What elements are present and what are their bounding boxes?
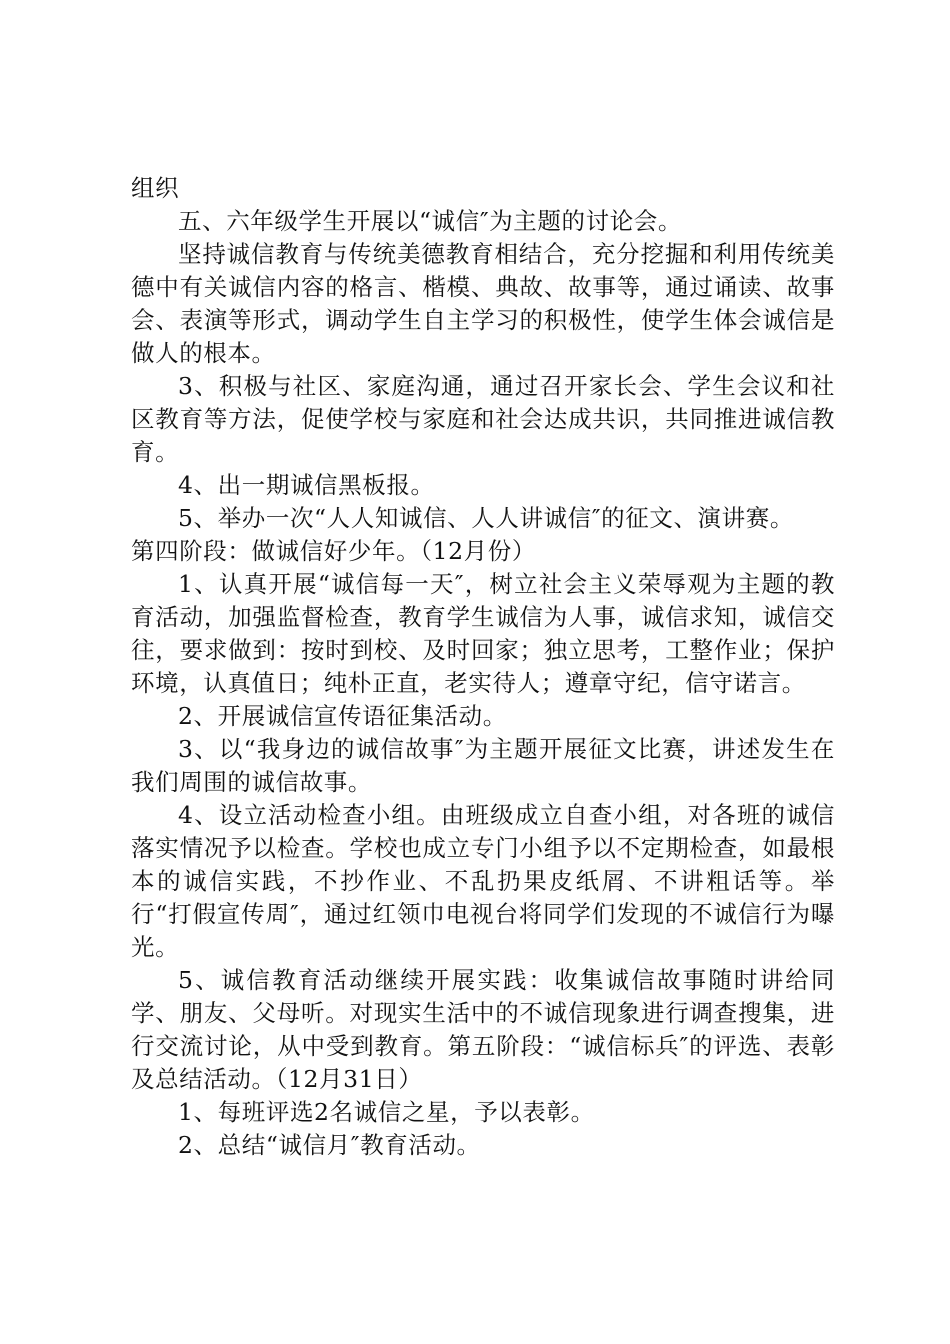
paragraph-11: 4、设立活动检查小组。由班级成立自查小组，对各班的诚信落实情况予以检查。学校也成立专门小组予以不定期检查，如最根本的诚信实践，不抄作业、不乱扔果皮纸屑、不讲粗话等。举行“打假宣传周″，通过红领巾电视台将同学们发现的不诚信行为曝光。 [131, 801, 835, 961]
paragraph-1: 组织 [131, 174, 180, 202]
section-heading-stage-4: 第四阶段：做诚信好少年。（12月份） [131, 537, 536, 565]
paragraph-6: 5、举办一次“人人知诚信、人人讲诚信″的征文、演讲赛。 [178, 504, 794, 532]
paragraph-13: 1、每班评选2名诚信之星，予以表彰。 [178, 1098, 595, 1126]
paragraph-4: 3、积极与社区、家庭沟通，通过召开家长会、学生会议和社区教育等方法，促使学校与家庭和社会达成共识，共同推进诚信教育。 [131, 372, 835, 466]
paragraph-14: 2、总结“诚信月″教育活动。 [178, 1131, 481, 1159]
paragraph-2: 五、六年级学生开展以“诚信″为主题的讨论会。 [178, 207, 682, 235]
paragraph-3: 坚持诚信教育与传统美德教育相结合，充分挖掘和利用传统美德中有关诚信内容的格言、楷模、典故、故事等，通过诵读、故事会、表演等形式，调动学生自主学习的积极性，使学生体会诚信是做人的根本。 [131, 240, 835, 367]
paragraph-8: 1、认真开展“诚信每一天″，树立社会主义荣辱观为主题的教育活动，加强监督检查，教育学生诚信为人事，诚信求知，诚信交往，要求做到：按时到校、及时回家；独立思考，工整作业；保护环境，认真值日；纯朴正直，老实待人；遵章守纪，信守诺言。 [131, 570, 835, 697]
paragraph-12: 5、诚信教育活动继续开展实践：收集诚信故事随时讲给同学、朋友、父母听。对现实生活中的不诚信现象进行调查搜集，进行交流讨论，从中受到教育。第五阶段：“诚信标兵″的评选、表彰及总结活动。（12月31日） [131, 966, 835, 1093]
paragraph-5: 4、出一期诚信黑板报。 [178, 471, 435, 499]
document-body [131, 172, 835, 1162]
paragraph-9: 2、开展诚信宣传语征集活动。 [178, 702, 507, 730]
paragraph-10: 3、以“我身边的诚信故事″为主题开展征文比赛，讲述发生在我们周围的诚信故事。 [131, 735, 835, 796]
